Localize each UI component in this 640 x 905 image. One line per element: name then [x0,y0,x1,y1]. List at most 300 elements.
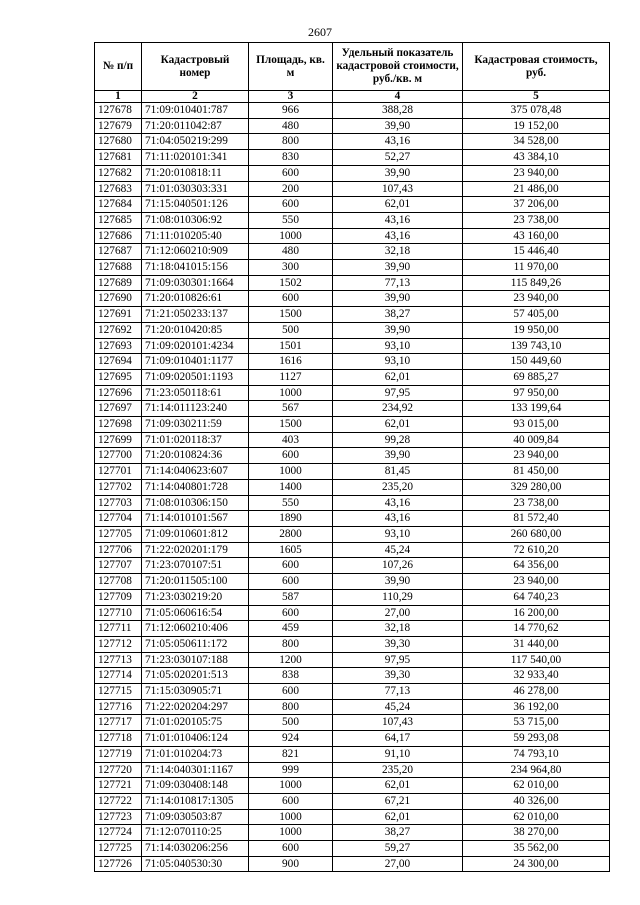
table-row [95,841,610,857]
unit-value-cell: 39,90 [333,165,463,181]
table-row [95,401,610,417]
cadastral-value-cell: 32 933,40 [463,668,610,684]
row-index-cell: 127699 [95,432,142,448]
area-cell: 480 [249,118,333,134]
row-index-cell: 127722 [95,793,142,809]
table-row [95,668,610,684]
area-cell: 1000 [249,809,333,825]
table-row [95,369,610,385]
area-cell: 1000 [249,778,333,794]
unit-value-cell: 93,10 [333,338,463,354]
row-index-cell: 127705 [95,526,142,542]
area-cell: 1501 [249,338,333,354]
area-cell: 600 [249,574,333,590]
cadastral-number-cell: 71:09:010401:1177 [142,354,249,370]
area-cell: 200 [249,181,333,197]
row-index-cell: 127696 [95,385,142,401]
unit-value-cell: 67,21 [333,793,463,809]
row-index-cell: 127706 [95,542,142,558]
cadastral-number-cell: 71:14:011123:240 [142,401,249,417]
row-index-cell: 127691 [95,307,142,323]
table-row [95,699,610,715]
unit-value-cell: 97,95 [333,652,463,668]
cadastral-value-cell: 23 940,00 [463,165,610,181]
area-cell: 830 [249,150,333,166]
area-cell: 1500 [249,417,333,433]
area-cell: 966 [249,103,333,119]
row-index-cell: 127697 [95,401,142,417]
table-row [95,448,610,464]
unit-value-cell: 43,16 [333,495,463,511]
header-cadastral-value: Кадастровая стоимость, руб. [463,43,610,91]
cadastral-value-cell: 19 950,00 [463,322,610,338]
table-row [95,746,610,762]
table-row [95,260,610,276]
cadastral-value-cell: 69 885,27 [463,369,610,385]
area-cell: 567 [249,401,333,417]
cadastral-number-cell: 71:20:010818:11 [142,165,249,181]
cadastral-number-cell: 71:05:050611:172 [142,636,249,652]
unit-value-cell: 32,18 [333,244,463,260]
table-row [95,150,610,166]
cadastral-number-cell: 71:20:010826:61 [142,291,249,307]
area-cell: 1200 [249,652,333,668]
cadastral-value-cell: 34 528,00 [463,134,610,150]
unit-value-cell: 43,16 [333,212,463,228]
cadastral-value-cell: 43 160,00 [463,228,610,244]
column-number: 4 [333,91,463,103]
cadastral-value-cell: 37 206,00 [463,197,610,213]
table-row [95,134,610,150]
area-cell: 600 [249,558,333,574]
column-number: 1 [95,91,142,103]
row-index-cell: 127695 [95,369,142,385]
cadastral-number-cell: 71:14:040301:1167 [142,762,249,778]
cadastral-number-cell: 71:08:010306:150 [142,495,249,511]
cadastral-number-cell: 71:09:020101:4234 [142,338,249,354]
table-row [95,778,610,794]
table-row [95,291,610,307]
area-cell: 600 [249,165,333,181]
cadastral-value-cell: 23 940,00 [463,291,610,307]
table-row [95,715,610,731]
unit-value-cell: 38,27 [333,307,463,323]
row-index-cell: 127707 [95,558,142,574]
row-index-cell: 127711 [95,621,142,637]
table-row [95,417,610,433]
area-cell: 600 [249,448,333,464]
cadastral-number-cell: 71:05:060616:54 [142,605,249,621]
unit-value-cell: 45,24 [333,699,463,715]
table-row [95,275,610,291]
unit-value-cell: 93,10 [333,526,463,542]
column-number: 5 [463,91,610,103]
table-row [95,103,610,119]
area-cell: 1890 [249,511,333,527]
row-index-cell: 127723 [95,809,142,825]
unit-value-cell: 39,30 [333,668,463,684]
cadastral-number-cell: 71:05:020201:513 [142,668,249,684]
cadastral-value-cell: 260 680,00 [463,526,610,542]
table-row [95,228,610,244]
row-index-cell: 127715 [95,684,142,700]
row-index-cell: 127703 [95,495,142,511]
cadastral-value-cell: 23 940,00 [463,574,610,590]
table-row [95,574,610,590]
table-row [95,856,610,872]
unit-value-cell: 77,13 [333,275,463,291]
row-index-cell: 127708 [95,574,142,590]
area-cell: 403 [249,432,333,448]
area-cell: 1502 [249,275,333,291]
area-cell: 1000 [249,385,333,401]
row-index-cell: 127686 [95,228,142,244]
cadastral-number-cell: 71:09:030408:148 [142,778,249,794]
row-index-cell: 127684 [95,197,142,213]
unit-value-cell: 99,28 [333,432,463,448]
table-row [95,526,610,542]
cadastral-value-cell: 53 715,00 [463,715,610,731]
cadastral-number-cell: 71:23:050118:61 [142,385,249,401]
cadastral-value-cell: 81 572,40 [463,511,610,527]
cadastral-number-cell: 71:20:010420:85 [142,322,249,338]
header-area: Площадь, кв. м [249,43,333,91]
cadastral-value-cell: 24 300,00 [463,856,610,872]
cadastral-value-cell: 57 405,00 [463,307,610,323]
cadastral-value-cell: 117 540,00 [463,652,610,668]
area-cell: 1400 [249,479,333,495]
table-row [95,338,610,354]
unit-value-cell: 27,00 [333,605,463,621]
header-index: № п/п [95,43,142,91]
area-cell: 587 [249,589,333,605]
cadastral-number-cell: 71:23:070107:51 [142,558,249,574]
cadastral-value-cell: 15 446,40 [463,244,610,260]
cadastral-number-cell: 71:14:040801:728 [142,479,249,495]
unit-value-cell: 38,27 [333,825,463,841]
cadastral-number-cell: 71:20:010824:36 [142,448,249,464]
table-row [95,354,610,370]
unit-value-cell: 388,28 [333,103,463,119]
cadastral-number-cell: 71:09:010401:787 [142,103,249,119]
unit-value-cell: 62,01 [333,369,463,385]
row-index-cell: 127688 [95,260,142,276]
row-index-cell: 127709 [95,589,142,605]
row-index-cell: 127718 [95,731,142,747]
cadastral-value-cell: 23 940,00 [463,448,610,464]
cadastral-value-cell: 64 740,23 [463,589,610,605]
cadastral-value-cell: 97 950,00 [463,385,610,401]
cadastral-number-cell: 71:12:060210:909 [142,244,249,260]
unit-value-cell: 39,90 [333,574,463,590]
area-cell: 1000 [249,464,333,480]
column-number: 2 [142,91,249,103]
row-index-cell: 127716 [95,699,142,715]
unit-value-cell: 43,16 [333,228,463,244]
table-row [95,464,610,480]
cadastral-value-cell: 46 278,00 [463,684,610,700]
area-cell: 550 [249,212,333,228]
cadastral-value-cell: 81 450,00 [463,464,610,480]
area-cell: 900 [249,856,333,872]
cadastral-value-cell: 234 964,80 [463,762,610,778]
row-index-cell: 127710 [95,605,142,621]
row-index-cell: 127720 [95,762,142,778]
cadastral-value-cell: 375 078,48 [463,103,610,119]
row-index-cell: 127704 [95,511,142,527]
cadastral-value-cell: 150 449,60 [463,354,610,370]
unit-value-cell: 52,27 [333,150,463,166]
cadastral-number-cell: 71:12:060210:406 [142,621,249,637]
unit-value-cell: 64,17 [333,731,463,747]
row-index-cell: 127680 [95,134,142,150]
row-index-cell: 127719 [95,746,142,762]
table-row [95,212,610,228]
row-index-cell: 127689 [95,275,142,291]
unit-value-cell: 59,27 [333,841,463,857]
area-cell: 999 [249,762,333,778]
column-number: 3 [249,91,333,103]
row-index-cell: 127698 [95,417,142,433]
area-cell: 300 [249,260,333,276]
cadastral-value-cell: 139 743,10 [463,338,610,354]
unit-value-cell: 62,01 [333,417,463,433]
cadastral-number-cell: 71:15:030905:71 [142,684,249,700]
cadastral-value-cell: 62 010,00 [463,809,610,825]
cadastral-value-cell: 21 486,00 [463,181,610,197]
area-cell: 500 [249,322,333,338]
row-index-cell: 127713 [95,652,142,668]
row-index-cell: 127681 [95,150,142,166]
table-row [95,511,610,527]
cadastral-value-cell: 40 326,00 [463,793,610,809]
cadastral-number-cell: 71:14:040623:607 [142,464,249,480]
cadastral-number-cell: 71:20:011042:87 [142,118,249,134]
area-cell: 1127 [249,369,333,385]
cadastral-number-cell: 71:01:030303:331 [142,181,249,197]
table-row [95,825,610,841]
cadastral-value-cell: 329 280,00 [463,479,610,495]
table-row [95,731,610,747]
unit-value-cell: 39,90 [333,448,463,464]
unit-value-cell: 235,20 [333,479,463,495]
cadastral-number-cell: 71:23:030219:20 [142,589,249,605]
cadastral-number-cell: 71:01:020105:75 [142,715,249,731]
table-row [95,165,610,181]
cadastral-number-cell: 71:22:020204:297 [142,699,249,715]
row-index-cell: 127678 [95,103,142,119]
header-cadastral-number: Кадастровый номер [142,43,249,91]
row-index-cell: 127725 [95,841,142,857]
table-row [95,605,610,621]
table-row [95,684,610,700]
cadastral-value-cell: 36 192,00 [463,699,610,715]
area-cell: 800 [249,134,333,150]
table-row [95,495,610,511]
area-cell: 600 [249,197,333,213]
cadastral-value-cell: 14 770,62 [463,621,610,637]
cadastral-value-cell: 43 384,10 [463,150,610,166]
table-row [95,432,610,448]
table-row [95,244,610,260]
cadastral-value-cell: 35 562,00 [463,841,610,857]
cadastral-value-cell: 72 610,20 [463,542,610,558]
unit-value-cell: 235,20 [333,762,463,778]
unit-value-cell: 27,00 [333,856,463,872]
area-cell: 1605 [249,542,333,558]
table-row [95,809,610,825]
unit-value-cell: 93,10 [333,354,463,370]
cadastral-value-cell: 40 009,84 [463,432,610,448]
area-cell: 550 [249,495,333,511]
row-index-cell: 127702 [95,479,142,495]
area-cell: 800 [249,699,333,715]
table-header-row [95,43,610,91]
cadastral-value-cell: 19 152,00 [463,118,610,134]
unit-value-cell: 110,29 [333,589,463,605]
cadastral-value-cell: 62 010,00 [463,778,610,794]
unit-value-cell: 107,43 [333,715,463,731]
table-row [95,479,610,495]
area-cell: 821 [249,746,333,762]
cadastral-number-cell: 71:23:030107:188 [142,652,249,668]
table-row [95,322,610,338]
cadastral-number-cell: 71:09:030503:87 [142,809,249,825]
unit-value-cell: 62,01 [333,197,463,213]
table-row [95,118,610,134]
row-index-cell: 127679 [95,118,142,134]
unit-value-cell: 39,30 [333,636,463,652]
cadastral-number-cell: 71:09:020501:1193 [142,369,249,385]
area-cell: 2800 [249,526,333,542]
unit-value-cell: 234,92 [333,401,463,417]
unit-value-cell: 91,10 [333,746,463,762]
cadastral-value-cell: 23 738,00 [463,495,610,511]
unit-value-cell: 62,01 [333,809,463,825]
cadastral-value-cell: 23 738,00 [463,212,610,228]
unit-value-cell: 77,13 [333,684,463,700]
area-cell: 924 [249,731,333,747]
area-cell: 600 [249,684,333,700]
cadastral-number-cell: 71:11:010205:40 [142,228,249,244]
table-row [95,762,610,778]
cadastral-number-cell: 71:18:041015:156 [142,260,249,276]
area-cell: 600 [249,841,333,857]
unit-value-cell: 43,16 [333,134,463,150]
table-row [95,307,610,323]
cadastral-value-cell: 74 793,10 [463,746,610,762]
cadastral-value-cell: 64 356,00 [463,558,610,574]
cadastral-number-cell: 71:01:020118:37 [142,432,249,448]
row-index-cell: 127700 [95,448,142,464]
row-index-cell: 127724 [95,825,142,841]
cadastral-number-cell: 71:12:070110:25 [142,825,249,841]
cadastral-number-cell: 71:08:010306:92 [142,212,249,228]
cadastral-value-cell: 16 200,00 [463,605,610,621]
cadastral-number-cell: 71:01:010204:73 [142,746,249,762]
unit-value-cell: 43,16 [333,511,463,527]
header-unit-value: Удельный показатель кадастровой стоимости, руб./кв. м [333,43,463,91]
cadastral-value-cell: 115 849,26 [463,275,610,291]
cadastral-number-cell: 71:14:010101:567 [142,511,249,527]
cadastral-number-cell: 71:22:020201:179 [142,542,249,558]
unit-value-cell: 45,24 [333,542,463,558]
table-row [95,589,610,605]
row-index-cell: 127717 [95,715,142,731]
cadastral-number-cell: 71:09:030211:59 [142,417,249,433]
area-cell: 500 [249,715,333,731]
row-index-cell: 127692 [95,322,142,338]
area-cell: 1000 [249,825,333,841]
area-cell: 459 [249,621,333,637]
table-row [95,636,610,652]
table-row [95,652,610,668]
row-index-cell: 127683 [95,181,142,197]
table-row [95,197,610,213]
area-cell: 600 [249,605,333,621]
cadastral-value-cell: 11 970,00 [463,260,610,276]
row-index-cell: 127694 [95,354,142,370]
cadastral-number-cell: 71:15:040501:126 [142,197,249,213]
row-index-cell: 127690 [95,291,142,307]
cadastral-number-cell: 71:21:050233:137 [142,307,249,323]
area-cell: 600 [249,793,333,809]
cadastral-number-cell: 71:04:050219:299 [142,134,249,150]
page-number: 2607 [308,25,332,39]
cadastral-value-cell: 31 440,00 [463,636,610,652]
table-row [95,558,610,574]
row-index-cell: 127687 [95,244,142,260]
table-row [95,621,610,637]
unit-value-cell: 32,18 [333,621,463,637]
area-cell: 800 [249,636,333,652]
cadastral-number-cell: 71:14:030206:256 [142,841,249,857]
unit-value-cell: 62,01 [333,778,463,794]
table-row [95,542,610,558]
unit-value-cell: 107,43 [333,181,463,197]
cadastral-value-table [94,42,610,872]
cadastral-number-cell: 71:11:020101:341 [142,150,249,166]
area-cell: 838 [249,668,333,684]
row-index-cell: 127701 [95,464,142,480]
row-index-cell: 127682 [95,165,142,181]
area-cell: 600 [249,291,333,307]
row-index-cell: 127721 [95,778,142,794]
unit-value-cell: 81,45 [333,464,463,480]
cadastral-value-cell: 38 270,00 [463,825,610,841]
area-cell: 1500 [249,307,333,323]
unit-value-cell: 107,26 [333,558,463,574]
cadastral-value-cell: 133 199,64 [463,401,610,417]
unit-value-cell: 39,90 [333,260,463,276]
table-body [95,103,610,872]
unit-value-cell: 39,90 [333,322,463,338]
row-index-cell: 127685 [95,212,142,228]
column-number-row [95,91,610,103]
table-row [95,793,610,809]
cadastral-number-cell: 71:09:030301:1664 [142,275,249,291]
cadastral-number-cell: 71:20:011505:100 [142,574,249,590]
row-index-cell: 127714 [95,668,142,684]
cadastral-number-cell: 71:14:010817:1305 [142,793,249,809]
cadastral-number-cell: 71:05:040530:30 [142,856,249,872]
cadastral-number-cell: 71:09:010601:812 [142,526,249,542]
row-index-cell: 127712 [95,636,142,652]
unit-value-cell: 39,90 [333,118,463,134]
table-row [95,385,610,401]
area-cell: 480 [249,244,333,260]
table-row [95,181,610,197]
